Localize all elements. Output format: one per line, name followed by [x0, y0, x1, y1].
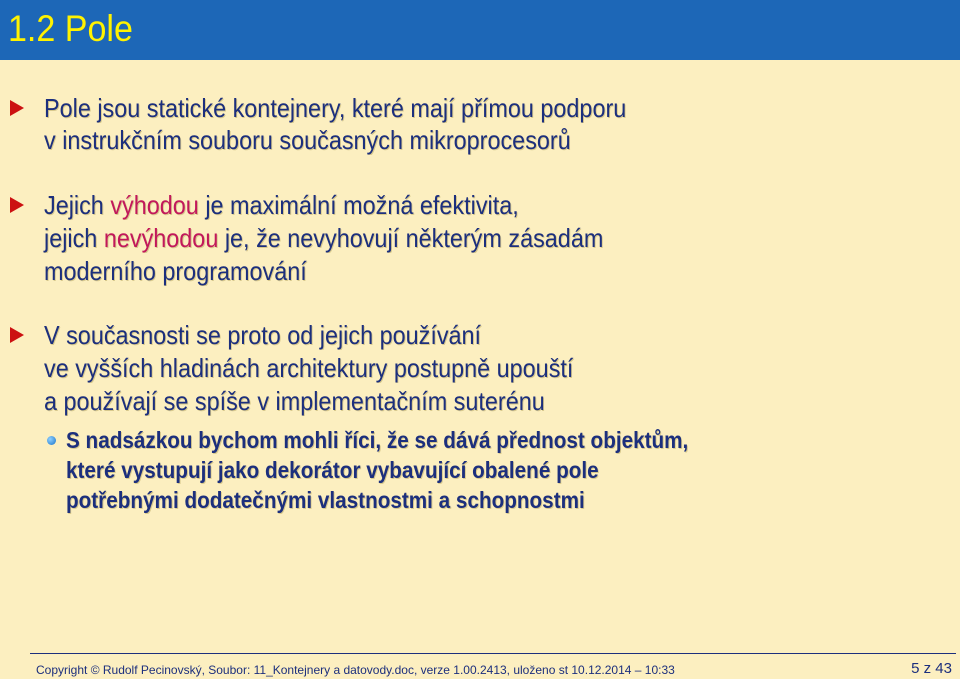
text-segment: Jejich: [44, 190, 111, 220]
bullet-1-line-2: v instrukčním souboru současných mikroprocesorů: [44, 125, 571, 155]
bullet-2-line-1: [44, 189, 519, 221]
text-segment: je, že nevyhovují některým zásadám: [218, 223, 604, 253]
page-number: 5 z 43: [911, 660, 952, 677]
dot-bullet-icon: [47, 436, 56, 445]
highlight-disadvantage: nevýhodou: [103, 223, 219, 253]
bullet-3-line-1: V současnosti se proto od jejich používání: [44, 320, 482, 350]
bullet-2-line-3: moderního programování: [44, 256, 307, 286]
bullet-3-line-2: ve vyšších hladinách architektury postupně upouští: [44, 353, 574, 383]
bullet-1-line-1: Pole jsou statické kontejnery, které mají přímou podporu: [44, 93, 627, 123]
arrow-bullet-icon: [10, 197, 24, 213]
bullet-2-line-2: [44, 222, 603, 254]
arrow-bullet-icon: [10, 100, 24, 116]
sub-bullet-line-1: S nadsázkou bychom mohli říci, že se dává přednost objektům,: [66, 427, 689, 453]
sub-bullet-line-3: potřebnými dodatečnými vlastnostmi a schopnostmi: [66, 487, 585, 513]
sub-bullet-line-2: které vystupují jako dekorátor vybavující obalené pole: [66, 457, 599, 483]
arrow-bullet-icon: [10, 327, 24, 343]
footer-copyright: Copyright © Rudolf Pecinovský, Soubor: 11_Kontejnery a datovody.doc, verze 1.00.2413, uloženo st 10.12.2014 – 10:33: [36, 663, 675, 677]
highlight-advantage: výhodou: [110, 190, 199, 220]
title-bar: [0, 0, 960, 60]
text-segment: jejich: [44, 223, 104, 253]
footer-divider: [30, 653, 956, 654]
text-segment: je maximální možná efektivita,: [198, 190, 519, 220]
bullet-3-line-3: a používají se spíše v implementačním suterénu: [44, 386, 545, 416]
slide-title: 1.2 Pole: [8, 8, 133, 49]
